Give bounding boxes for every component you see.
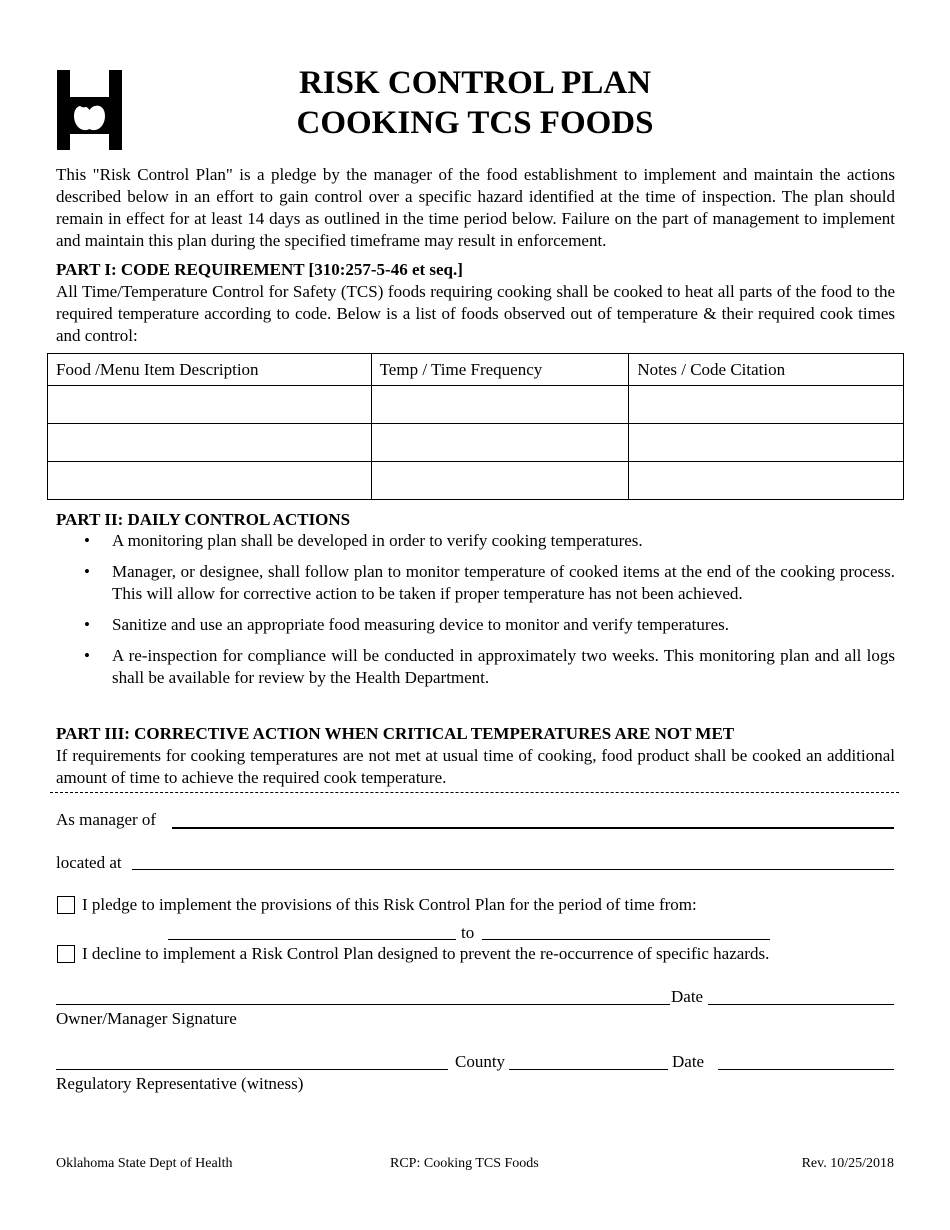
table-row (48, 462, 904, 500)
table-cell[interactable] (48, 424, 372, 462)
part3-heading: PART III: CORRECTIVE ACTION WHEN CRITICAL TEMPERATURES ARE NOT MET (56, 724, 735, 743)
intro-paragraph: This "Risk Control Plan" is a pledge by the manager of the food establishment to implement and maintain the actions described below in an effort to gain control over a specific hazard identified at the time of inspection. The plan should remain in effect for at least 14 days as outlined in the time period below. Failure on the part of management to implement and maintain this plan during the specified timeframe may result in enforcement. (56, 165, 895, 250)
owner-signature-field[interactable] (56, 1004, 670, 1005)
owner-signature-label: Owner/Manager Signature (56, 1009, 237, 1028)
table-cell[interactable] (371, 386, 629, 424)
county-label: County (455, 1052, 506, 1071)
food-table (47, 353, 904, 500)
footer-right: Rev. 10/25/2018 (801, 1156, 894, 1171)
footer-center: RCP: Cooking TCS Foods (390, 1156, 539, 1171)
part1-heading: PART I: CODE REQUIREMENT [310:257-5-46 et seq.] (56, 260, 463, 279)
table-cell[interactable] (48, 386, 372, 424)
manager-name-field[interactable] (172, 827, 894, 829)
location-field[interactable] (132, 869, 894, 870)
list-item-text: A monitoring plan shall be developed in order to verify cooking temperatures. (112, 531, 643, 550)
decline-checkbox[interactable] (57, 945, 75, 963)
list-item (56, 561, 895, 605)
table-cell[interactable] (48, 462, 372, 500)
county-field[interactable] (509, 1069, 668, 1070)
list-item-text: Sanitize and use an appropriate food measuring device to monitor and verify temperatures. (112, 615, 729, 634)
to-label: to (461, 923, 475, 942)
list-item-text: Manager, or designee, shall follow plan to monitor temperature of cooked items at the end of the cooking process. This will allow for corrective action to be taken if proper temperature has not been achieved. (112, 562, 895, 603)
table-cell[interactable] (371, 462, 629, 500)
part3-text: If requirements for cooking temperatures are not met at usual time of cooking, food product shall be cooked an additional amount of time to achieve the required cook temperature. (56, 746, 895, 787)
part1-text: All Time/Temperature Control for Safety (TCS) foods requiring cooking shall be cooked to heat all parts of the food to the required temperature according to code. Below is a list of foods observed out of temperature & their required cook times and control: (56, 282, 895, 345)
regulatory-label: Regulatory Representative (witness) (56, 1074, 304, 1093)
table-cell[interactable] (371, 424, 629, 462)
table-cell[interactable] (629, 424, 904, 462)
bullet-icon: • (84, 531, 90, 550)
osdh-logo-icon (57, 70, 122, 150)
list-item (56, 645, 895, 689)
decline-text: I decline to implement a Risk Control Plan designed to prevent the re-occurrence of specific hazards. (82, 944, 770, 963)
pledge-text: I pledge to implement the provisions of this Risk Control Plan for the period of time from: (82, 895, 697, 914)
part2-heading: PART II: DAILY CONTROL ACTIONS (56, 510, 351, 529)
owner-date-field[interactable] (708, 1004, 894, 1005)
table-row (48, 424, 904, 462)
list-item (56, 614, 895, 636)
bullet-icon: • (84, 615, 90, 634)
footer-left: Oklahoma State Dept of Health (56, 1156, 233, 1171)
list-item-text: A re-inspection for compliance will be conducted in approximately two weeks. This monitoring plan and all logs shall be available for review by the Health Department. (112, 646, 895, 687)
bullet-icon: • (84, 562, 90, 581)
column-header-temp-time: Temp / Time Frequency (371, 354, 629, 386)
period-to-field[interactable] (482, 939, 770, 940)
column-header-notes: Notes / Code Citation (629, 354, 904, 386)
regulatory-date-field[interactable] (718, 1069, 894, 1070)
period-from-field[interactable] (168, 939, 456, 940)
date-label-2: Date (672, 1052, 705, 1071)
daily-actions-list (56, 530, 895, 698)
cut-line-divider (50, 792, 899, 793)
table-row (48, 386, 904, 424)
located-label: located at (56, 853, 122, 872)
table-header-row (48, 354, 904, 386)
table-cell[interactable] (629, 462, 904, 500)
manager-label: As manager of (56, 810, 157, 829)
column-header-food: Food /Menu Item Description (48, 354, 372, 386)
bullet-icon: • (84, 646, 90, 665)
date-label: Date (671, 987, 704, 1006)
table-cell[interactable] (629, 386, 904, 424)
page-title-line2: COOKING TCS FOODS (296, 105, 654, 141)
list-item (56, 530, 895, 552)
regulatory-signature-field[interactable] (56, 1069, 448, 1070)
pledge-checkbox[interactable] (57, 896, 75, 914)
page-title-line1: RISK CONTROL PLAN (298, 65, 652, 101)
